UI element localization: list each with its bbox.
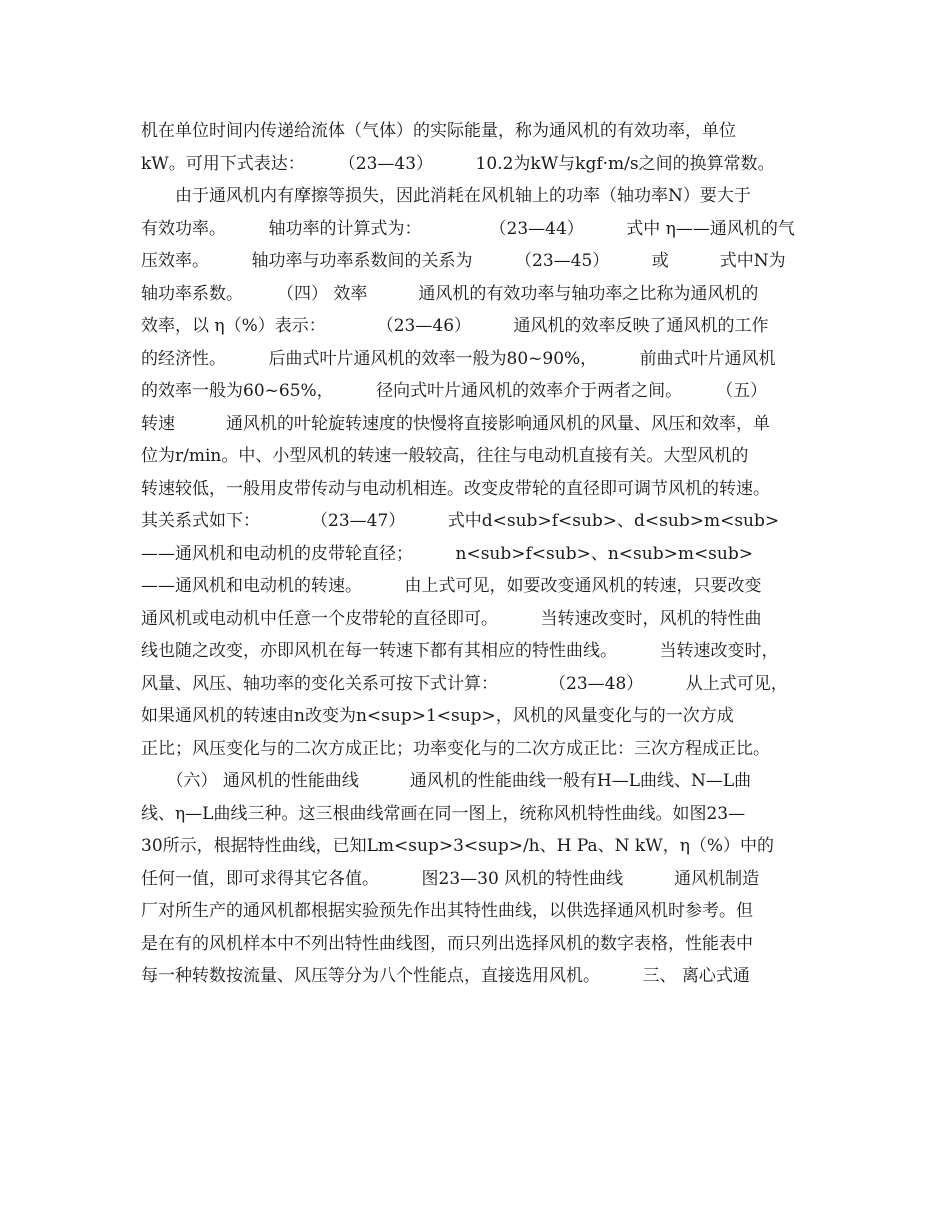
text-line: 位为r/min。中、小型风机的转速一般较高，往往与电动机直接有关。大型风机的 xyxy=(141,446,749,466)
text-line: ——通风机和电动机的皮带轮直径； n<sub>f<sub>、n<sub>m<sub> xyxy=(141,543,753,564)
text-line: 如果通风机的转速由n改变为n<sup>1<sup>，风机的风量变化与的一次方成 xyxy=(141,706,734,726)
text-line: 通风机或电动机中任意一个皮带轮的直径即可。 当转速改变时，风机的特性曲 xyxy=(141,608,762,629)
text-line: 30所示，根据特性曲线，已知Lm<sup>3<sup>/h、H Pa、N kW，η（%）中的 xyxy=(141,836,775,856)
text-line: kW。可用下式表达： （23—43） 10.2为kW与kgf·m/s之间的换算常数。 xyxy=(141,153,775,174)
text-line: 其关系式如下： （23—47） 式中d<sub>f<sub>、d<sub>m<sub> xyxy=(141,511,780,531)
text-line: 正比；风压变化与的二次方成正比；功率变化与的二次方成正比：三次方程成正比。 xyxy=(141,738,770,759)
text-line: 转速较低，一般用皮带传动与电动机相连。改变皮带轮的直径即可调节风机的转速。 xyxy=(141,478,770,499)
text-line: 由于通风机内有摩擦等损失，因此消耗在风机轴上的功率（轴功率N）要大于 xyxy=(141,186,751,206)
text-line: 线、η—L曲线三种。这三根曲线常画在同一图上，统称风机特性曲线。如图23— xyxy=(141,803,746,824)
text-line: ——通风机和电动机的转速。 由上式可见，如要改变通风机的转速，只要改变 xyxy=(141,576,762,596)
text-line: 的效率一般为60~65%， 径向式叶片通风机的效率介于两者之间。 （五） xyxy=(141,381,768,401)
text-line: 机在单位时间内传递给流体（气体）的实际能量，称为通风机的有效功率，单位 xyxy=(141,121,736,141)
text-line: 轴功率系数。 （四） 效率 通风机的有效功率与轴功率之比称为通风机的 xyxy=(141,283,759,304)
body-text xyxy=(141,115,821,993)
text-line: （六） 通风机的性能曲线 通风机的性能曲线一般有H—L曲线、N—L曲 xyxy=(141,771,752,791)
text-line: 风量、风压、轴功率的变化关系可按下式计算： （23—48） 从上式可见， xyxy=(141,673,788,694)
text-line: 效率，以 η（%）表示： （23—46） 通风机的效率反映了通风机的工作 xyxy=(141,316,769,336)
text-line: 每一种转数按流量、风压等分为八个性能点，直接选用风机。 三、 离心式通 xyxy=(141,966,750,986)
text-line: 线也随之改变，亦即风机在每一转速下都有其相应的特性曲线。 当转速改变时， xyxy=(141,641,779,661)
text-line: 厂对所生产的通风机都根据实验预先作出其特性曲线，以供选择通风机时参考。但 xyxy=(141,901,753,921)
text-line: 的经济性。 后曲式叶片通风机的效率一般为80~90%， 前曲式叶片通风机 xyxy=(141,348,776,369)
text-line: 有效功率。 轴功率的计算式为： （23—44） 式中 η——通风机的气 xyxy=(141,218,795,239)
text-line: 任何一值，即可求得其它各值。 图23—30 风机的特性曲线 通风机制造 xyxy=(141,868,760,889)
text-line: 转速 通风机的叶轮旋转速度的快慢将直接影响通风机的风量、风压和效率，单 xyxy=(141,413,770,434)
text-line: 压效率。 轴功率与功率系数间的关系为 （23—45） 或 式中N为 xyxy=(141,251,786,271)
text-line: 是在有的风机样本中不列出特性曲线图，而只列出选择风机的数字表格，性能表中 xyxy=(141,933,753,954)
